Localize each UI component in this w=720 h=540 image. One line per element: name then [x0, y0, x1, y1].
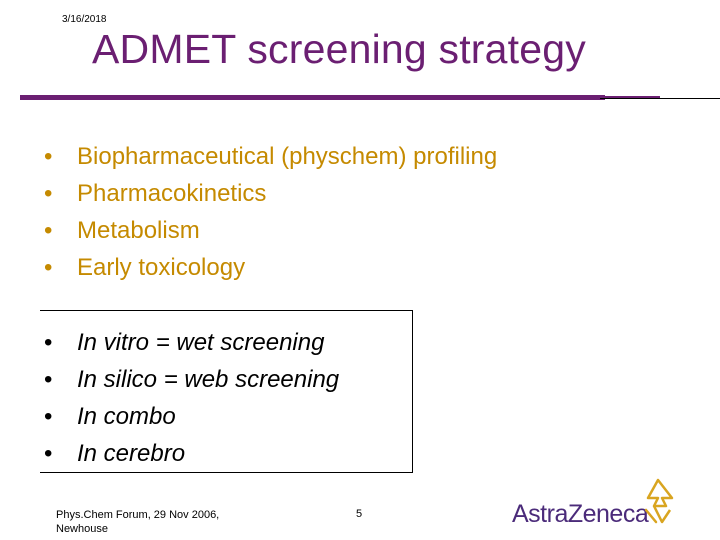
title-divider-thin	[600, 98, 720, 99]
topic-label: Biopharmaceutical (physchem) profiling	[77, 143, 498, 170]
footer-line-2: Newhouse	[56, 523, 108, 535]
topic-item	[44, 175, 497, 212]
screening-list	[44, 324, 339, 472]
screening-item	[44, 324, 339, 361]
page-number: 5	[356, 508, 363, 520]
topic-label: Pharmacokinetics	[77, 180, 267, 207]
astrazeneca-logo-text: AstraZeneca	[512, 500, 649, 528]
bullet: •	[44, 143, 53, 170]
screening-label: In combo	[77, 403, 176, 430]
bullet: •	[44, 329, 53, 356]
screening-label: In silico = web screening	[77, 366, 340, 393]
screening-label: In vitro = wet screening	[77, 329, 325, 356]
screening-label: In cerebro	[77, 440, 186, 467]
title-divider	[20, 95, 605, 100]
slide-title: ADMET screening strategy	[92, 26, 586, 72]
bullet: •	[44, 180, 53, 207]
topic-item	[44, 212, 497, 249]
bullet: •	[44, 440, 53, 467]
topic-label: Metabolism	[77, 217, 200, 244]
footer-line-1: Phys.Chem Forum, 29 Nov 2006,	[56, 509, 220, 521]
footer-citation	[56, 508, 219, 536]
topic-label: Early toxicology	[77, 254, 246, 281]
slide-date: 3/16/2018	[62, 14, 107, 25]
screening-frame-top	[40, 310, 412, 311]
screening-item	[44, 398, 339, 435]
topic-item	[44, 249, 497, 286]
astrazeneca-symbol-icon	[640, 476, 676, 526]
topic-item	[44, 138, 497, 175]
screening-item	[44, 361, 339, 398]
bullet: •	[44, 217, 53, 244]
topics-list	[44, 138, 497, 286]
screening-item	[44, 435, 339, 472]
bullet: •	[44, 403, 53, 430]
screening-frame-right	[412, 310, 413, 473]
bullet: •	[44, 254, 53, 281]
bullet: •	[44, 366, 53, 393]
screening-frame-bottom	[40, 472, 413, 473]
